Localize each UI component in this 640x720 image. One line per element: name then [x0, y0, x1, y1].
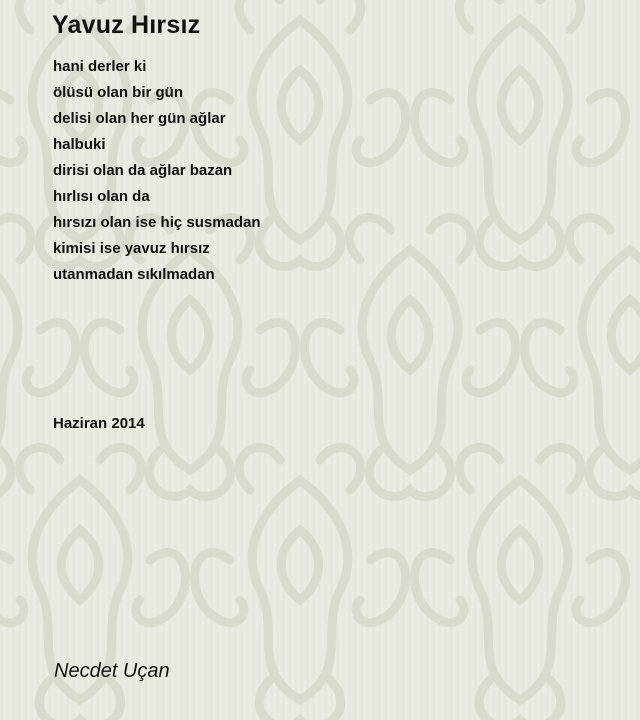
poem-body	[53, 54, 261, 288]
poem-line: hırsızı olan ise hiç susmadan	[53, 214, 261, 231]
poem-line: ölüsü olan bir gün	[53, 84, 183, 101]
poem-line: halbuki	[53, 136, 106, 153]
poem-line: delisi olan her gün ağlar	[53, 110, 226, 127]
poem-line: hani derler ki	[53, 58, 147, 75]
poem-line: hırlısı olan da	[53, 188, 150, 205]
poem-line: utanmadan sıkılmadan	[53, 266, 215, 283]
poem-line: dirisi olan da ağlar bazan	[53, 162, 233, 179]
poem-line: kimisi ise yavuz hırsız	[53, 240, 210, 257]
poem-author-signature: Necdet Uçan	[54, 660, 170, 682]
poem-date: Haziran 2014	[53, 415, 145, 432]
poem-title: Yavuz Hırsız	[52, 11, 201, 39]
